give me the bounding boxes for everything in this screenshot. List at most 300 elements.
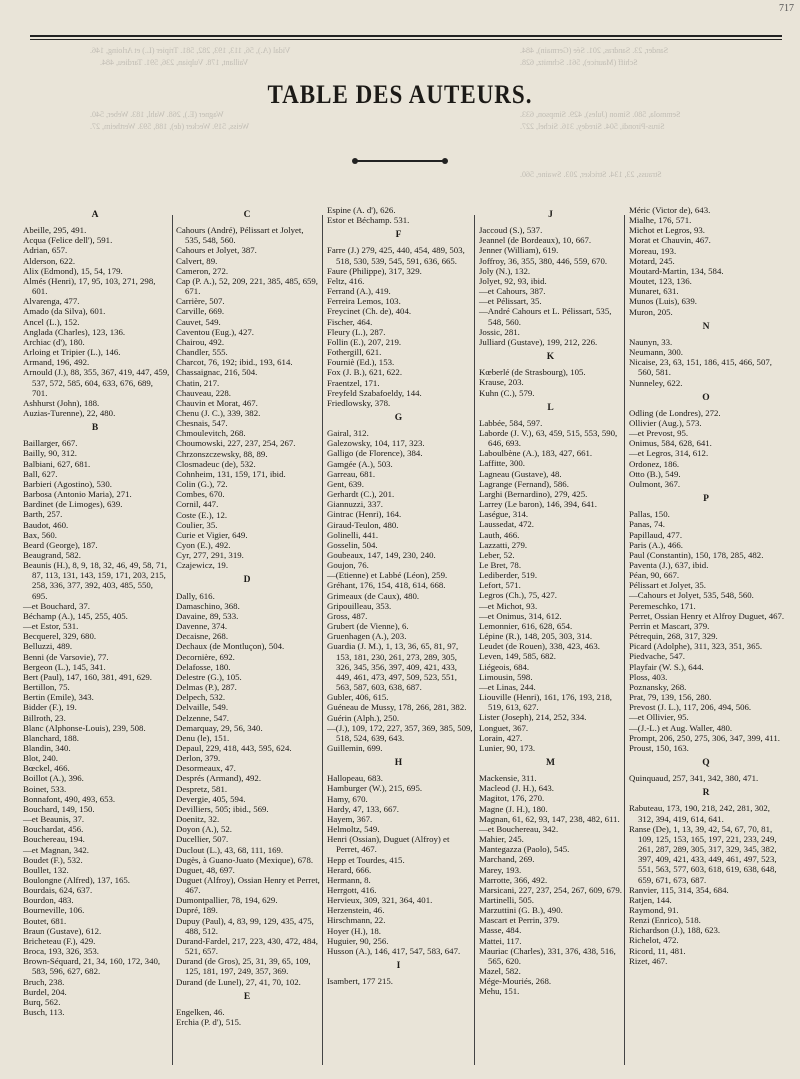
author-entry: Bœckel, 466.: [23, 763, 70, 774]
author-entry: Gripouilleau, 353.: [327, 600, 392, 611]
author-entry: Marrotte, 366, 492.: [479, 874, 548, 885]
author-entry: Laussedat, 472.: [479, 519, 534, 530]
author-entry: Jaccoud (S.), 537.: [479, 225, 543, 236]
author-entry: Faure (Philippe), 317, 329.: [327, 265, 422, 276]
author-entry: Jenner (William), 619.: [479, 245, 559, 256]
author-entry: Doyon (A.), 52.: [176, 824, 232, 835]
author-entry: Baillarger, 667.: [23, 438, 78, 449]
author-entry: Galligo (de Florence), 384.: [327, 448, 423, 459]
author-entry: —André Cahours et L. Pélissart, 535, 548, 560.: [479, 306, 612, 327]
author-entry: Magitot, 176, 270.: [479, 793, 545, 804]
author-entry: Mége-Mouriés, 268.: [479, 976, 552, 987]
author-entry: Charcot, 76, 192; ibid., 193, 614.: [176, 357, 293, 368]
author-entry: Gintrac (Henri), 164.: [327, 509, 402, 520]
author-entry: Demarquay, 29, 56, 340.: [176, 722, 263, 733]
author-entry: Derlon, 379.: [176, 753, 221, 764]
author-entry: Laségue, 314.: [479, 509, 529, 520]
author-entry: Engelken, 46.: [176, 1006, 225, 1017]
author-entry: Calvert, 89.: [176, 255, 218, 266]
author-entry: Abeille, 295, 491.: [23, 225, 87, 236]
author-entry: Goubeaux, 147, 149, 230, 240.: [327, 550, 436, 560]
author-entry: Hermann, 8.: [327, 874, 371, 885]
author-entry: Leudet (de Rouen), 338, 423, 463.: [479, 641, 600, 652]
author-entry: Liégeois, 684.: [479, 661, 530, 672]
author-entry: Panas, 74.: [629, 519, 665, 530]
author-entry: Czajewicz, 19.: [176, 560, 229, 571]
index-column-3: [324, 205, 473, 1075]
author-entry: Beaunis (H.), 8, 9, 18, 32, 46, 49, 58, 71, 87, 113, 131, 143, 159, 171, 203, 215, 258, 336, 377, 392, 403, 485, 550, 695.: [23, 560, 167, 601]
author-entry: Almés (Henri), 17, 95, 103, 271, 298, 601.: [23, 275, 156, 297]
author-entry: Lorain, 427.: [479, 732, 523, 743]
author-entry: Fischer, 464.: [327, 316, 373, 327]
author-entry: Becquerel, 329, 680.: [23, 631, 97, 642]
author-entry: Henri (Ossian), Duguet (Alfroy) et Perret, 467.: [327, 834, 450, 855]
author-entry: Perret, Ossian Henry et Alfroy Duguet, 467.: [629, 610, 785, 621]
author-entry: —et Bouchereau, 342.: [479, 823, 559, 834]
author-entry: Hamy, 670.: [327, 793, 368, 804]
author-entry: Masse, 484.: [479, 925, 522, 936]
author-entry: Gent, 639.: [327, 478, 364, 489]
author-entry: Estor et Béchamp. 531.: [327, 215, 410, 226]
index-column-4: [476, 205, 625, 1075]
author-entry: Richelot, 472.: [629, 935, 679, 946]
author-entry: Baudot, 460.: [23, 519, 69, 530]
author-entry: Blot, 240.: [23, 753, 58, 764]
author-entry: Ancel (L.), 152.: [23, 316, 80, 327]
author-entry: Laboulbène (A.), 183, 427, 661.: [479, 448, 593, 459]
author-entry: Chauveau, 228.: [176, 387, 231, 398]
author-entry: Hayem, 367.: [327, 813, 373, 824]
author-entry: Barbieri (Agostino), 530.: [23, 478, 112, 489]
author-entry: Pallas, 150.: [629, 509, 670, 520]
author-entry: Herzenstein, 46.: [327, 905, 385, 916]
section-letter: L: [547, 402, 554, 413]
author-entry: Guéneau de Mussy, 178, 266, 281, 382.: [327, 702, 467, 713]
author-entry: Mascart et Perrin, 379.: [479, 915, 560, 926]
author-entry: Arloing et Tripier (L.), 146.: [23, 347, 121, 358]
index-column-2: [173, 205, 321, 1075]
author-entry: Chenu (J. C.), 339, 382.: [176, 407, 261, 418]
author-entry: Busch, 113.: [23, 1007, 65, 1018]
author-entry: Lediberder, 519.: [479, 570, 538, 581]
author-entry: Alderson, 622.: [23, 255, 76, 266]
author-entry: —et Estor, 531.: [23, 621, 79, 632]
author-entry: Denu (le), 151.: [176, 732, 230, 743]
author-entry: —et Bouchard, 37.: [23, 600, 90, 611]
author-entry: Acqua (Felice dell'), 591.: [23, 235, 113, 246]
author-entry: Laffitte, 300.: [479, 458, 526, 469]
author-entry: Bouchardat, 456.: [23, 824, 84, 835]
author-entry: Hervieux, 309, 321, 364, 401.: [327, 895, 433, 906]
author-entry: Rabuteau, 173, 190, 218, 242, 281, 302, 312, 394, 419, 614, 641.: [629, 803, 770, 824]
author-entry: Armand, 196, 492.: [23, 357, 90, 368]
author-entry: Ranse (De), 1, 13, 39, 42, 54, 67, 70, 81, 109, 125, 153, 165, 197, 221, 233, 249, 261, 287, 289, 305, 317, 329, 345, 382, 397, 409, 421, 433, 449, 461, 497, 523, 551, 563, 577, 603, 618, 619, 638, 648, 659, 671, 673, 687.: [629, 823, 777, 885]
author-entry: Decaisne, 268.: [176, 631, 229, 642]
author-entry: Gruenhagen (A.), 203.: [327, 631, 407, 642]
author-entry: Chauvin et Morat, 467.: [176, 397, 258, 408]
author-entry: Helmoltz, 549.: [327, 824, 380, 835]
author-entry: Cap (P. A.), 52, 209, 221, 385, 485, 659, 671.: [176, 275, 318, 297]
author-entry: —et Pélissart, 35.: [479, 296, 542, 307]
section-letter: G: [394, 412, 403, 423]
author-entry: Dumontpallier, 78, 194, 629.: [176, 895, 278, 906]
author-entry: Le Bret, 78.: [479, 560, 522, 570]
author-entry: Freycinet (Ch. de), 404.: [327, 306, 412, 317]
section-letter: O: [702, 392, 710, 403]
author-entry: Hallopeau, 683.: [327, 773, 383, 784]
author-entry: Moutet, 123, 136.: [629, 276, 692, 287]
author-entry: Ollivier (Aug.), 573.: [629, 417, 702, 428]
author-entry: Dally, 616.: [176, 590, 215, 601]
author-entry: Perrin et Mascart, 379.: [629, 620, 710, 631]
author-entry: Davaine, 89, 533.: [176, 610, 239, 621]
author-entry: Devergie, 405, 594.: [176, 793, 246, 804]
author-entry: Mehu, 151.: [479, 986, 520, 997]
author-entry: Delvaille, 549.: [176, 702, 229, 713]
section-letter: H: [394, 758, 403, 769]
author-entry: Bruch, 238.: [23, 976, 65, 987]
author-entry: Delpech, 532.: [176, 692, 226, 703]
author-entry: Jossic, 281.: [479, 326, 520, 337]
author-entry: Dugès, à Guano-Juato (Mexique), 678.: [176, 854, 314, 865]
author-entry: Bax, 560.: [23, 529, 57, 540]
author-entry: Fleury (L.), 287.: [327, 326, 386, 337]
author-entry: Dupré, 189.: [176, 905, 218, 916]
author-entry: Billroth, 23.: [23, 712, 66, 723]
author-entry: Mackensie, 311.: [479, 773, 537, 784]
author-entry: Duguet, 48, 697.: [176, 864, 235, 875]
author-entry: Julliard (Gustave), 199, 212, 226.: [479, 336, 598, 347]
author-entry: Munos (Luis), 639.: [629, 296, 697, 307]
author-entry: Oulmont, 367.: [629, 478, 681, 489]
author-entry: Lefort, 571.: [479, 580, 521, 591]
author-entry: Larghi (Bernardino), 279, 425.: [479, 488, 588, 499]
author-entry: Giannuzzi, 337.: [327, 499, 383, 510]
author-entry: Cyr, 277, 291, 319.: [176, 550, 244, 561]
author-entry: Muron, 205.: [629, 306, 673, 317]
author-entry: Arnould (J.), 88, 355, 367, 419, 447, 459, 537, 572, 585, 604, 633, 676, 689, 701.: [23, 367, 170, 398]
author-entry: Ferrand (A.), 419.: [327, 286, 391, 297]
show-through-text: Vidal (A.), 56, 113, 193, 282, 581. Tripier (L.) et Arloing, 146. Vaillant, 178. Vulpian, 236, 591. Tardieu, 484. Sander, 23. Sandras, 201. Sée (Germain), 484. Schiff (Maurice), 561. Schmitz, 628. Wagner (E.), 268. Wahl, 183. Weber, 540. Weiss, 519. Wecker (de), 188, 593. Wertheim, 27. Semmola, 580. Simon (Jules), 429. Simpson, 633. Sirus-Pirondi, 504. Siredey, 316. Sichel, 227. Strauss, 23, 134. Stricker, 203. Swaine, 560.: [90, 46, 681, 179]
author-entry: Neumann, 300.: [629, 347, 683, 358]
author-entry: Bricheteau (F.), 429.: [23, 935, 96, 946]
author-entry: Curie et Vigier, 649.: [176, 529, 248, 540]
author-entry: Cohnheim, 131, 159, 171, ibid.: [176, 468, 286, 479]
author-entry: Laborde (J. V.), 63, 459, 515, 553, 590, 646, 693.: [479, 427, 618, 449]
author-entry: Mialhe, 176, 571.: [629, 215, 692, 226]
author-entry: Macleod (J. H.), 643.: [479, 783, 555, 794]
author-entry: Grubert (de Vienne), 6.: [327, 621, 409, 632]
author-entry: —et Legros, 314, 612.: [629, 448, 709, 459]
author-entry: Ranvier, 115, 314, 354, 684.: [629, 884, 729, 895]
author-entry: Delestre (G.), 105.: [176, 671, 242, 682]
author-entry: Boutet, 681.: [23, 915, 67, 926]
author-entry: Follin (E.), 207, 219.: [327, 336, 402, 347]
author-entry: Mauriac (Charles), 331, 376, 438, 516, 565, 620.: [479, 945, 616, 966]
section-letter: N: [702, 321, 710, 332]
author-index: [20, 205, 788, 1075]
author-entry: Gross, 487.: [327, 610, 368, 621]
author-entry: Cauvet, 549.: [176, 316, 221, 327]
author-entry: Limousin, 598.: [479, 671, 533, 682]
author-entry: Bourdon, 483.: [23, 895, 74, 906]
author-entry: Barbosa (Antonio Maria), 271.: [23, 489, 132, 500]
author-entry: Blanc (Alphonse-Louis), 239, 508.: [23, 722, 146, 733]
author-entry: Gamgée (A.), 503.: [327, 458, 393, 469]
author-entry: —(Etienne) et Labbé (Léon), 259.: [327, 570, 448, 581]
author-entry: Renzi (Enrico), 518.: [629, 915, 701, 926]
author-entry: Leber, 52.: [479, 549, 515, 560]
author-entry: Cyon (E.), 492.: [176, 540, 231, 550]
author-entry: Farre (J.) 279, 425, 440, 454, 489, 503, 518, 530, 539, 545, 591, 636, 665.: [327, 245, 465, 266]
author-entry: Lister (Joseph), 214, 252, 334.: [479, 712, 587, 723]
author-entry: Bert (Paul), 147, 160, 381, 491, 629.: [23, 671, 153, 682]
author-entry: —et Linas, 244.: [479, 681, 536, 692]
author-entry: Archiac (d'), 180.: [23, 336, 85, 347]
author-entry: Gubler, 406, 615.: [327, 692, 389, 703]
author-entry: Bidder (F.), 19.: [23, 702, 77, 713]
author-entry: Doenitz, 32.: [176, 814, 220, 825]
author-entry: Hoyer (H.), 18.: [327, 925, 381, 936]
author-entry: Otto (B.), 549.: [629, 468, 681, 479]
author-entry: Galezowsky, 104, 117, 323.: [327, 438, 425, 449]
author-entry: Martinelli, 505.: [479, 895, 534, 905]
author-entry: Naunyn, 33.: [629, 336, 673, 347]
author-entry: Labbée, 584, 597.: [479, 417, 543, 428]
author-entry: Davenne, 374.: [176, 621, 228, 632]
author-entry: Paventa (J.), 637, ibid.: [629, 560, 709, 570]
author-entry: Lazzatti, 279.: [479, 539, 528, 550]
section-letter: R: [702, 788, 710, 799]
author-entry: Dupuy (Paul), 4, 83, 99, 129, 435, 475, 488, 512.: [176, 915, 314, 936]
author-entry: —(J.-L.) et Aug. Waller, 480.: [629, 722, 733, 733]
author-entry: Paris (A.), 466.: [629, 539, 683, 550]
author-entry: —et Ollivier, 95.: [629, 712, 689, 723]
author-entry: Bourneville, 106.: [23, 905, 85, 916]
author-entry: Golinelli, 441.: [327, 529, 379, 540]
author-entry: Blandin, 340.: [23, 742, 71, 753]
author-entry: Papillaud, 477.: [629, 529, 683, 540]
author-entry: Lauth, 466.: [479, 529, 520, 540]
section-letter: C: [243, 210, 251, 220]
author-entry: Péan, 90, 667.: [629, 570, 680, 581]
author-entry: Isambert, 177 215.: [327, 976, 393, 987]
author-entry: Delmas (P.), 287.: [176, 682, 237, 693]
author-entry: Guillemin, 699.: [327, 742, 383, 753]
author-entry: Gosselin, 504.: [327, 539, 378, 550]
author-entry: Fothergill, 621.: [327, 347, 382, 358]
section-letter: I: [396, 961, 401, 972]
author-entry: Lemonnier, 616, 628, 654.: [479, 620, 573, 631]
author-entry: —et Magnan, 342.: [23, 844, 89, 855]
author-entry: Damaschino, 368.: [176, 600, 240, 611]
author-entry: Boullet, 132.: [23, 864, 69, 875]
title-ornament: [355, 158, 445, 164]
author-entry: Bonnafont, 490, 493, 653.: [23, 793, 116, 804]
author-entry: Lunier, 90, 173.: [479, 742, 536, 753]
author-entry: Leven, 149, 585, 682.: [479, 651, 556, 662]
author-entry: Picard (Adolphe), 311, 323, 351, 365.: [629, 641, 763, 652]
author-entry: Marzuttini (G. B.), 490.: [479, 905, 563, 916]
author-entry: Chmoulevitch, 268.: [176, 428, 246, 439]
author-entry: Longuet, 367.: [479, 722, 529, 733]
author-entry: Choumowski, 227, 237, 254, 267.: [176, 438, 296, 449]
author-entry: Joffroy, 36, 355, 380, 446, 559, 670.: [479, 255, 608, 266]
author-entry: Friedlowsky, 378.: [327, 397, 391, 408]
author-entry: Braun (Gustave), 612.: [23, 925, 102, 936]
author-entry: Chassaignac, 216, 504.: [176, 367, 258, 378]
author-entry: Hardy, 47, 133, 667.: [327, 803, 399, 814]
author-entry: Guardia (J. M.), 1, 13, 36, 65, 81, 97, 153, 181, 230, 261, 273, 289, 305, 326, 345, 356, 397, 409, 421, 433, 449, 461, 473, 497, 509, 523, 551, 563, 587, 603, 638, 687.: [327, 641, 459, 693]
author-entry: Marchand, 269.: [479, 854, 535, 865]
author-entry: Balbiani, 627, 681.: [23, 458, 91, 469]
author-entry: Legros (Ch.), 75, 427.: [479, 590, 557, 601]
author-entry: Chrzonszczewsky, 88, 89.: [176, 448, 268, 459]
author-entry: Anglada (Charles), 123, 136.: [23, 326, 126, 337]
section-letter: Q: [702, 757, 710, 768]
author-entry: Carrière, 507.: [176, 296, 225, 307]
author-entry: Chatin, 217.: [176, 377, 220, 388]
author-entry: Fox (J. B.), 621, 622.: [327, 367, 403, 378]
author-entry: Feltz, 416.: [327, 275, 365, 286]
author-entry: Ordonez, 186.: [629, 458, 680, 469]
author-entry: Magnan, 61, 62, 93, 147, 238, 482, 611.: [479, 813, 620, 824]
index-column-5: [626, 205, 786, 1075]
author-entry: Moutard-Martin, 134, 584.: [629, 265, 724, 276]
author-entry: Onimus, 584, 628, 641.: [629, 438, 712, 449]
author-entry: Joly (N.), 132.: [479, 265, 531, 276]
author-entry: Nicaise, 23, 63, 151, 186, 415, 466, 507, 560, 581.: [629, 357, 772, 378]
author-entry: Peremeschko, 171.: [629, 600, 696, 611]
author-entry: Caventou (Eug.), 427.: [176, 326, 254, 337]
author-entry: Mantegazza (Paolo), 545.: [479, 844, 570, 855]
author-entry: Delafosse, 180.: [176, 661, 231, 672]
author-entry: Cahours et Jolyet, 387.: [176, 245, 257, 256]
author-entry: Michot et Legros, 93.: [629, 225, 705, 236]
page-title: TABLE DES AUTEURS.: [267, 80, 533, 109]
author-entry: Jeannel (de Bordeaux), 10, 667.: [479, 235, 592, 246]
author-entry: Ducellier, 507.: [176, 834, 229, 845]
author-entry: —Cahours et Jolyet, 535, 548, 560.: [629, 590, 754, 601]
author-entry: Freyfeld Szabafoeldy, 144.: [327, 387, 422, 398]
author-entry: Moreau, 193.: [629, 245, 677, 256]
author-entry: —et Prevost, 95.: [629, 428, 689, 439]
author-entry: Proust, 150, 163.: [629, 742, 689, 753]
top-double-rule-thin: [30, 39, 782, 40]
author-entry: Chairou, 492.: [176, 336, 225, 347]
author-entry: Goujon, 76.: [327, 560, 369, 571]
author-entry: Barth, 257.: [23, 509, 63, 520]
author-entry: Grimeaux (de Caux), 480.: [327, 590, 420, 601]
author-entry: Lagneau (Gustave), 48.: [479, 468, 562, 479]
author-entry: Erchia (P. d'), 515.: [176, 1017, 242, 1028]
author-entry: Odling (de Londres), 272.: [629, 407, 721, 418]
section-letter: M: [546, 757, 555, 768]
author-entry: Gairal, 312.: [327, 428, 369, 439]
author-entry: Pétrequin, 268, 317, 329.: [629, 631, 718, 642]
author-entry: Durand (de Gros), 25, 31, 39, 65, 109, 125, 181, 197, 249, 357, 369.: [176, 956, 311, 977]
author-entry: Piedvache, 547.: [629, 651, 685, 662]
section-letter: D: [243, 575, 251, 586]
author-entry: Munaret, 631.: [629, 286, 679, 297]
author-entry: Cornil, 447.: [176, 499, 219, 510]
author-entry: —(J.), 109, 172, 227, 357, 369, 385, 509, 518, 524, 639, 643.: [327, 722, 473, 743]
author-entry: Burq, 562.: [23, 996, 61, 1007]
author-entry: Hirschmann, 22.: [327, 915, 386, 926]
author-entry: Kœberlé (de Strasbourg), 105.: [479, 367, 586, 378]
author-entry: Hepp et Tourdes, 415.: [327, 854, 405, 865]
author-entry: Beaugrand, 582.: [23, 550, 81, 560]
author-entry: Dechaux (de Montluçon), 504.: [176, 641, 285, 652]
author-entry: Gréhant, 176, 154, 418, 614, 668.: [327, 580, 446, 591]
author-entry: Bouchard, 149, 150.: [23, 803, 95, 814]
author-entry: Bertin (Emile), 343.: [23, 692, 94, 703]
section-letter: J: [548, 210, 553, 220]
author-entry: Durand (de Lunel), 27, 41, 70, 102.: [176, 976, 301, 987]
author-entry: Bertillon, 75.: [23, 682, 70, 693]
author-entry: Rizet, 467.: [629, 955, 668, 966]
author-entry: Giraud-Teulon, 480.: [327, 519, 399, 530]
author-entry: Morat et Chauvin, 467.: [629, 235, 711, 246]
section-letter: K: [546, 352, 555, 363]
author-entry: Hamburger (W.), 215, 695.: [327, 783, 423, 794]
author-entry: Belluzzi, 489.: [23, 641, 73, 652]
author-entry: Prompt, 206, 250, 275, 306, 347, 399, 411.: [629, 732, 780, 743]
author-entry: Nunneley, 622.: [629, 377, 683, 388]
author-entry: Paul (Constantin), 150, 178, 285, 482.: [629, 549, 764, 560]
author-entry: Fourniè (Ed.), 153.: [327, 357, 395, 368]
section-letter: E: [243, 991, 251, 1002]
author-entry: Prat, 79, 139, 156, 280.: [629, 692, 712, 703]
author-entry: Quinquaud, 257, 341, 342, 380, 471.: [629, 773, 759, 784]
author-entry: Ploss, 403.: [629, 671, 668, 682]
author-entry: Lépine (R.), 148, 205, 303, 314.: [479, 631, 593, 642]
author-entry: Boinet, 533.: [23, 783, 67, 794]
author-entry: Depaul, 229, 418, 443, 595, 624.: [176, 742, 292, 753]
author-entry: Boudet (F.), 532.: [23, 854, 83, 865]
author-entry: Ricord, 11, 481.: [629, 945, 686, 956]
author-entry: Coulier, 35.: [176, 519, 218, 530]
author-entry: —et Cahours, 387.: [479, 286, 546, 297]
author-entry: Poznansky, 268.: [629, 681, 687, 692]
author-entry: Pélissart et Jolyet, 35.: [629, 580, 706, 591]
author-entry: Alvarenga, 477.: [23, 296, 80, 307]
author-entry: Chandler, 555.: [176, 347, 228, 358]
author-entry: Devilliers, 505; ibid., 569.: [176, 803, 269, 814]
section-letter: B: [91, 423, 99, 434]
author-entry: —et Michot, 93.: [479, 600, 538, 611]
author-entry: Bouchereau, 194.: [23, 834, 85, 845]
author-entry: Cahours (André), Pélissart et Jolyet, 535, 548, 560.: [176, 225, 304, 246]
author-entry: Bardinet (de Limoges), 639.: [23, 499, 123, 510]
author-entry: Husson (A.), 146, 417, 547, 583, 647.: [327, 945, 461, 956]
author-entry: Fraentzel, 171.: [327, 377, 380, 388]
author-entry: Despretz, 581.: [176, 783, 228, 794]
author-entry: Raymond, 91.: [629, 905, 679, 915]
author-entry: Motard, 245.: [629, 255, 675, 266]
author-entry: Larrey (Le baron), 146, 394, 641.: [479, 499, 597, 510]
author-entry: Herrgott, 416.: [327, 885, 377, 895]
author-entry: Mattei, 117.: [479, 935, 522, 946]
top-double-rule: [30, 35, 782, 37]
author-entry: Auzias-Turenne), 22, 480.: [23, 407, 116, 418]
author-entry: Garreau, 681.: [327, 468, 376, 479]
author-entry: Ashhurst (John), 188.: [23, 397, 100, 408]
author-entry: Burdel, 204.: [23, 986, 67, 997]
author-entry: Gerhardt (C.), 201.: [327, 489, 395, 500]
section-letter: A: [91, 210, 99, 220]
author-entry: Ball, 627.: [23, 468, 58, 479]
